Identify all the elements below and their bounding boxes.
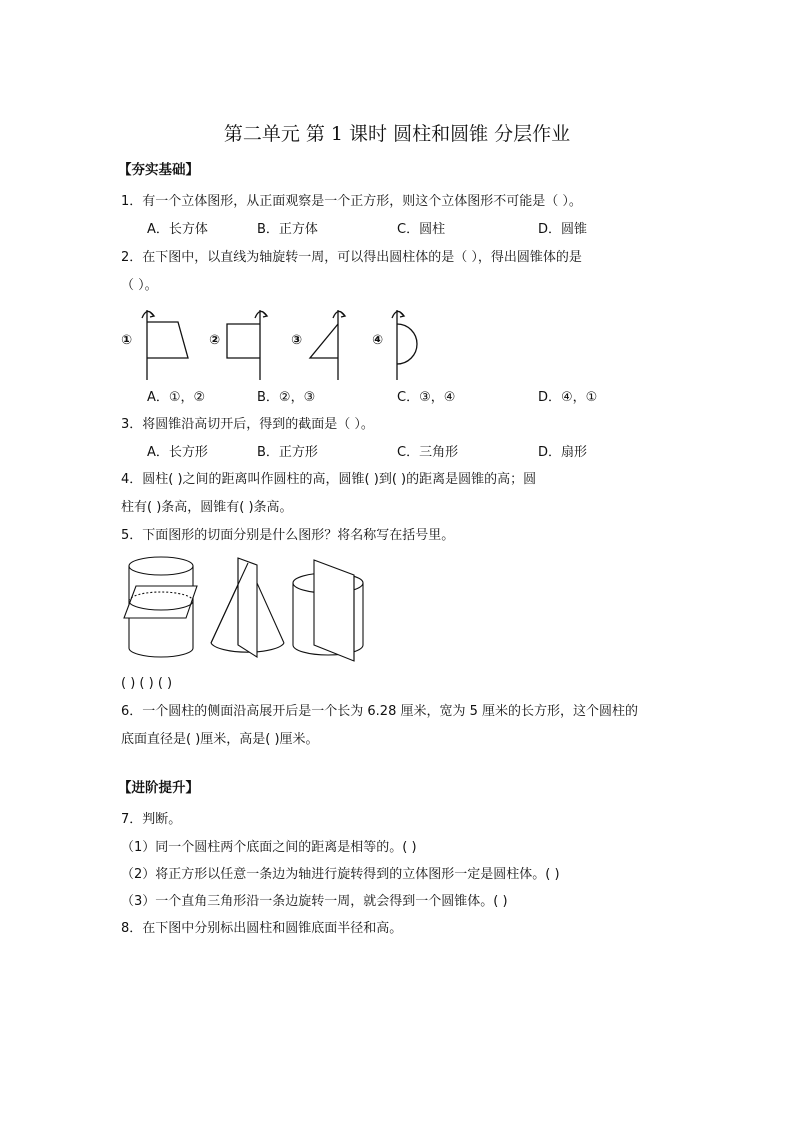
section-basic-heading: 【夯实基础】 [118, 162, 199, 178]
q1-option-c: C．圆柱 [397, 222, 446, 237]
q7-item-2: （2）将正方形以任意一条边为轴进行旋转得到的立体图形一定是圆柱体。( ) [121, 867, 560, 882]
cylinder-vertical-cut [293, 560, 363, 661]
q2-figure-label-2: ② [209, 333, 221, 348]
section-advanced-heading: 【进阶提升】 [118, 780, 199, 796]
q3-option-d: D．扇形 [538, 445, 588, 460]
q1-option-a: A．长方体 [147, 222, 208, 237]
q2-figure-label-1: ① [121, 333, 133, 348]
q5-answer-blanks: ( ) ( ) ( ) [121, 676, 173, 691]
triangle-figure-3 [310, 310, 345, 380]
q8-stem: 8．在下图中分别标出圆柱和圆锥底面半径和高。 [121, 921, 403, 936]
q2-rotation-figures [130, 300, 450, 380]
q5-section-figures [118, 553, 388, 665]
q4-line-1: 4．圆柱( )之间的距离叫作圆柱的高，圆锥( )到( )的距离是圆锥的高；圆 [121, 472, 537, 487]
q1-stem: 1．有一个立体图形，从正面观察是一个正方形，则这个立体图形不可能是（ ）。 [121, 194, 582, 209]
q6-line-2: 底面直径是( )厘米，高是( )厘米。 [121, 732, 319, 747]
q6-line-1: 6．一个圆柱的侧面沿高展开后是一个长为 6.28 厘米，宽为 5 厘米的长方形，这个圆柱的 [121, 704, 639, 719]
q7-item-1: （1）同一个圆柱两个底面之间的距离是相等的。( ) [121, 840, 417, 855]
page-title: 第二单元 第 1 课时 圆柱和圆锥 分层作业 [223, 123, 571, 145]
square-figure-2 [227, 310, 267, 380]
q4-line-2: 柱有( )条高，圆锥有( )条高。 [121, 500, 293, 515]
q3-stem: 3．将圆锥沿高切开后，得到的截面是（ ）。 [121, 417, 374, 432]
q2-stem-continued: （ ）。 [121, 278, 158, 293]
semicircle-figure-4 [392, 310, 417, 380]
q2-option-d: D．④，① [538, 390, 598, 405]
q1-option-d: D．圆锥 [538, 222, 588, 237]
q2-option-a: A．①，② [147, 390, 206, 405]
trapezoid-figure-1 [142, 310, 188, 380]
q3-option-a: A．长方形 [147, 445, 208, 460]
q2-stem: 2．在下图中，以直线为轴旋转一周，可以得出圆柱体的是（ ），得出圆锥体的是 [121, 250, 582, 265]
cone-vertical-cut [211, 558, 284, 657]
q3-option-b: B．正方形 [257, 445, 318, 460]
q5-stem: 5．下面图形的切面分别是什么图形？将名称写在括号里。 [121, 528, 455, 543]
cylinder-horizontal-cut [124, 557, 197, 657]
q2-figure-label-4: ④ [372, 333, 384, 348]
q7-stem: 7．判断。 [121, 812, 182, 827]
q2-figure-label-3: ③ [291, 333, 303, 348]
q1-option-b: B．正方体 [257, 222, 318, 237]
q7-item-3: （3）一个直角三角形沿一条边旋转一周，就会得到一个圆锥体。( ) [121, 894, 508, 909]
q2-option-c: C．③，④ [397, 390, 456, 405]
q2-option-b: B．②，③ [257, 390, 316, 405]
q3-option-c: C．三角形 [397, 445, 459, 460]
